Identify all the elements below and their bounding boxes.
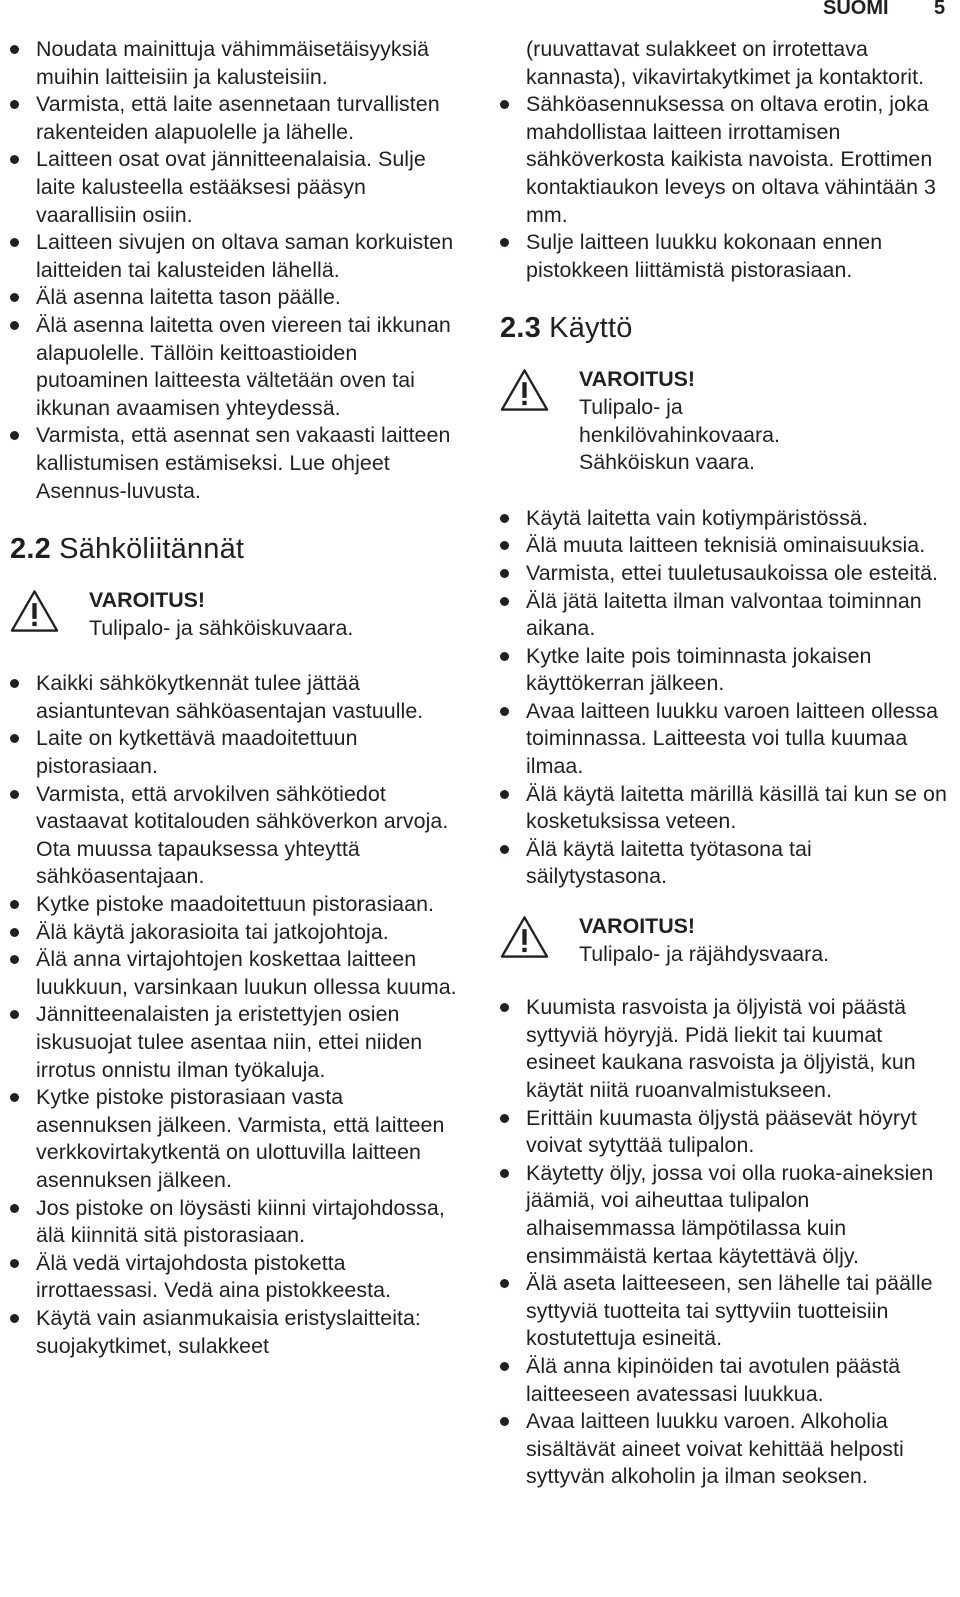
warning-text: Tulipalo- ja <box>579 394 683 419</box>
bullet-icon <box>10 1010 19 1019</box>
warning-triangle-icon <box>500 915 549 959</box>
page-number: 5 <box>934 0 946 19</box>
list-item: Kytke pistoke pistorasiaan vasta asennuksen jälkeen. Varmista, että laitteen verkkovirtakytkentä on ulottuvilla laitteen asennuksen jälkeen. <box>10 1084 460 1194</box>
warning-text: Tulipalo- ja räjähdysvaara. <box>579 941 830 966</box>
fire-safety-list <box>500 994 955 1491</box>
list-item: Avaa laitteen luukku varoen laitteen ollessa toiminnassa. Laitteesta voi tulla kuumaa ilmaa. <box>500 698 955 781</box>
electrical-list <box>10 670 460 1360</box>
bullet-icon <box>10 900 19 909</box>
list-item-continuation: (ruuvattavat sulakkeet on irrotettava kannasta), vikavirtakytkimet ja kontaktorit. <box>526 37 925 89</box>
bullet-icon <box>500 845 509 854</box>
warning-box <box>10 587 460 642</box>
list-item: Varmista, että asennat sen vakaasti laitteen kallistumisen estämiseksi. Lue ohjeet Asennus-luvusta. <box>10 422 460 505</box>
list-item: Sulje laitteen luukku kokonaan ennen pistokkeen liittämistä pistorasiaan. <box>500 229 955 284</box>
left-column <box>10 36 460 1360</box>
bullet-icon <box>500 597 509 606</box>
list-item: Käytä laitetta vain kotiympäristössä. <box>500 505 955 533</box>
list-item: Kytke pistoke maadoitettuun pistorasiaan. <box>10 891 460 919</box>
list-item: Laitteen sivujen on oltava saman korkuisten laitteiden tai kalusteiden lähellä. <box>10 229 460 284</box>
bullet-icon <box>10 1259 19 1268</box>
bullet-icon <box>10 955 19 964</box>
bullet-icon <box>500 1279 509 1288</box>
list-item: Avaa laitteen luukku varoen. Alkoholia sisältävät aineet voivat kehittää helposti syttyvän alkoholin ja ilman seoksen. <box>500 1408 955 1491</box>
bullet-icon <box>10 155 19 164</box>
bullet-icon <box>10 321 19 330</box>
list-item: Älä muuta laitteen teknisiä ominaisuuksia. <box>500 532 955 560</box>
warning-text: henkilövahinkovaara. <box>579 422 780 447</box>
warning-title: VAROITUS! <box>579 914 696 939</box>
list-item: Älä käytä jakorasioita tai jatkojohtoja. <box>10 919 460 947</box>
right-column <box>500 36 955 1491</box>
list-item: Laitteen osat ovat jännitteenalaisia. Sulje laite kalusteella estääksesi pääsyn vaarallisiin osiin. <box>10 146 460 229</box>
list-item: Erittäin kuumasta öljystä pääsevät höyryt voivat sytyttää tulipalon. <box>500 1105 955 1160</box>
bullet-icon <box>10 734 19 743</box>
list-item: Älä aseta laitteeseen, sen lähelle tai päälle syttyviä tuotteita tai syttyviin tuotteisiin kostutettuja esineitä. <box>500 1270 955 1353</box>
list-item: Jos pistoke on löysästi kiinni virtajohdossa, älä kiinnitä sitä pistorasiaan. <box>10 1195 460 1250</box>
bullet-icon <box>10 100 19 109</box>
bullet-icon <box>500 1169 509 1178</box>
bullet-icon <box>10 1093 19 1102</box>
bullet-icon <box>500 652 509 661</box>
list-item: Älä jätä laitetta ilman valvontaa toiminnan aikana. <box>500 588 955 643</box>
bullet-icon <box>500 238 509 247</box>
list-item: Laite on kytkettävä maadoitettuun pistorasiaan. <box>10 725 460 780</box>
list-item: Älä käytä laitetta työtasona tai säilytystasona. <box>500 836 955 891</box>
bullet-icon <box>500 100 509 109</box>
list-item: Jännitteenalaisten ja eristettyjen osien iskusuojat tulee asentaa niin, ettei niiden irrotus onnistu ilman työkaluja. <box>10 1001 460 1084</box>
warning-text: Sähköiskun vaara. <box>579 450 755 475</box>
warning-text: Tulipalo- ja sähköiskuvaara. <box>89 615 354 640</box>
bullet-icon <box>500 514 509 523</box>
list-item: Käytetty öljy, jossa voi olla ruoka-aineksien jäämiä, voi aiheuttaa tulipalon alhaisemmassa lämpötilassa kuin ensimmäistä kertaa käytettävä öljy. <box>500 1160 955 1270</box>
list-item: Älä vedä virtajohdosta pistoketta irrottaessasi. Vedä aina pistokkeesta. <box>10 1250 460 1305</box>
warning-title: VAROITUS! <box>579 367 696 392</box>
list-item: Älä anna virtajohtojen koskettaa laitteen luukkuun, varsinkaan luukun ollessa kuuma. <box>10 946 460 1001</box>
bullet-icon <box>10 1314 19 1323</box>
list-item: Älä käytä laitetta märillä käsillä tai kun se on kosketuksissa veteen. <box>500 781 955 836</box>
bullet-icon <box>10 679 19 688</box>
warning-triangle-icon <box>500 368 549 412</box>
list-item: Sähköasennuksessa on oltava erotin, joka mahdollistaa laitteen irrottamisen sähköverkosta kaikista navoista. Erottimen kontaktiaukon leveys on oltava vähintään 3 mm. <box>500 91 955 229</box>
list-item: Varmista, ettei tuuletusaukoissa ole esteitä. <box>500 560 955 588</box>
list-item: Älä asenna laitetta tason päälle. <box>10 284 460 312</box>
warning-box <box>500 366 955 476</box>
section-heading-use: 2.3 Käyttö <box>500 312 633 345</box>
bullet-icon <box>500 1003 509 1012</box>
page-header <box>0 0 960 27</box>
bullet-icon <box>10 1204 19 1213</box>
warning-title: VAROITUS! <box>89 588 206 613</box>
bullet-icon <box>10 293 19 302</box>
warning-triangle-icon <box>10 589 59 633</box>
list-item: Noudata mainittuja vähimmäisetäisyyksiä muihin laitteisiin ja kalusteisiin. <box>10 36 460 91</box>
bullet-icon <box>10 790 19 799</box>
language-label: SUOMI <box>823 0 889 19</box>
bullet-icon <box>500 707 509 716</box>
list-item: Kuumista rasvoista ja öljyistä voi päästä syttyviä höyryjä. Pidä liekit tai kuumat esineet kaukana rasvoista ja öljyistä, kun käytät niitä ruoanvalmistukseen. <box>500 994 955 1104</box>
list-item: Älä asenna laitetta oven viereen tai ikkunan alapuolelle. Tällöin keittoastioiden putoaminen laitteesta vältetään oven tai ikkunan avaamisen yhteydessä. <box>10 312 460 422</box>
warning-box <box>500 913 955 968</box>
bullet-icon <box>10 928 19 937</box>
bullet-icon <box>500 569 509 578</box>
bullet-icon <box>500 541 509 550</box>
section-heading-electrical: 2.2 Sähköliitännät <box>10 533 245 566</box>
bullet-icon <box>500 1417 509 1426</box>
bullet-icon <box>10 238 19 247</box>
list-item: Varmista, että laite asennetaan turvallisten rakenteiden alapuolelle ja lähelle. <box>10 91 460 146</box>
bullet-icon <box>10 45 19 54</box>
list-item: Kaikki sähkökytkennät tulee jättää asiantuntevan sähköasentajan vastuulle. <box>10 670 460 725</box>
list-item: Älä anna kipinöiden tai avotulen päästä laitteeseen avatessasi luukkua. <box>500 1353 955 1408</box>
list-item: Kytke laite pois toiminnasta jokaisen käyttökerran jälkeen. <box>500 643 955 698</box>
list-item: Käytä vain asianmukaisia eristyslaitteita: suojakytkimet, sulakkeet <box>10 1305 460 1360</box>
electrical-list-continued <box>500 36 955 284</box>
list-item: Varmista, että arvokilven sähkötiedot vastaavat kotitalouden sähköverkon arvoja. Ota muussa tapauksessa yhteyttä sähköasentajaan. <box>10 781 460 891</box>
bullet-icon <box>500 790 509 799</box>
bullet-icon <box>10 431 19 440</box>
use-list <box>500 505 955 891</box>
bullet-icon <box>500 1114 509 1123</box>
bullet-icon <box>500 1362 509 1371</box>
installation-list <box>10 36 460 505</box>
